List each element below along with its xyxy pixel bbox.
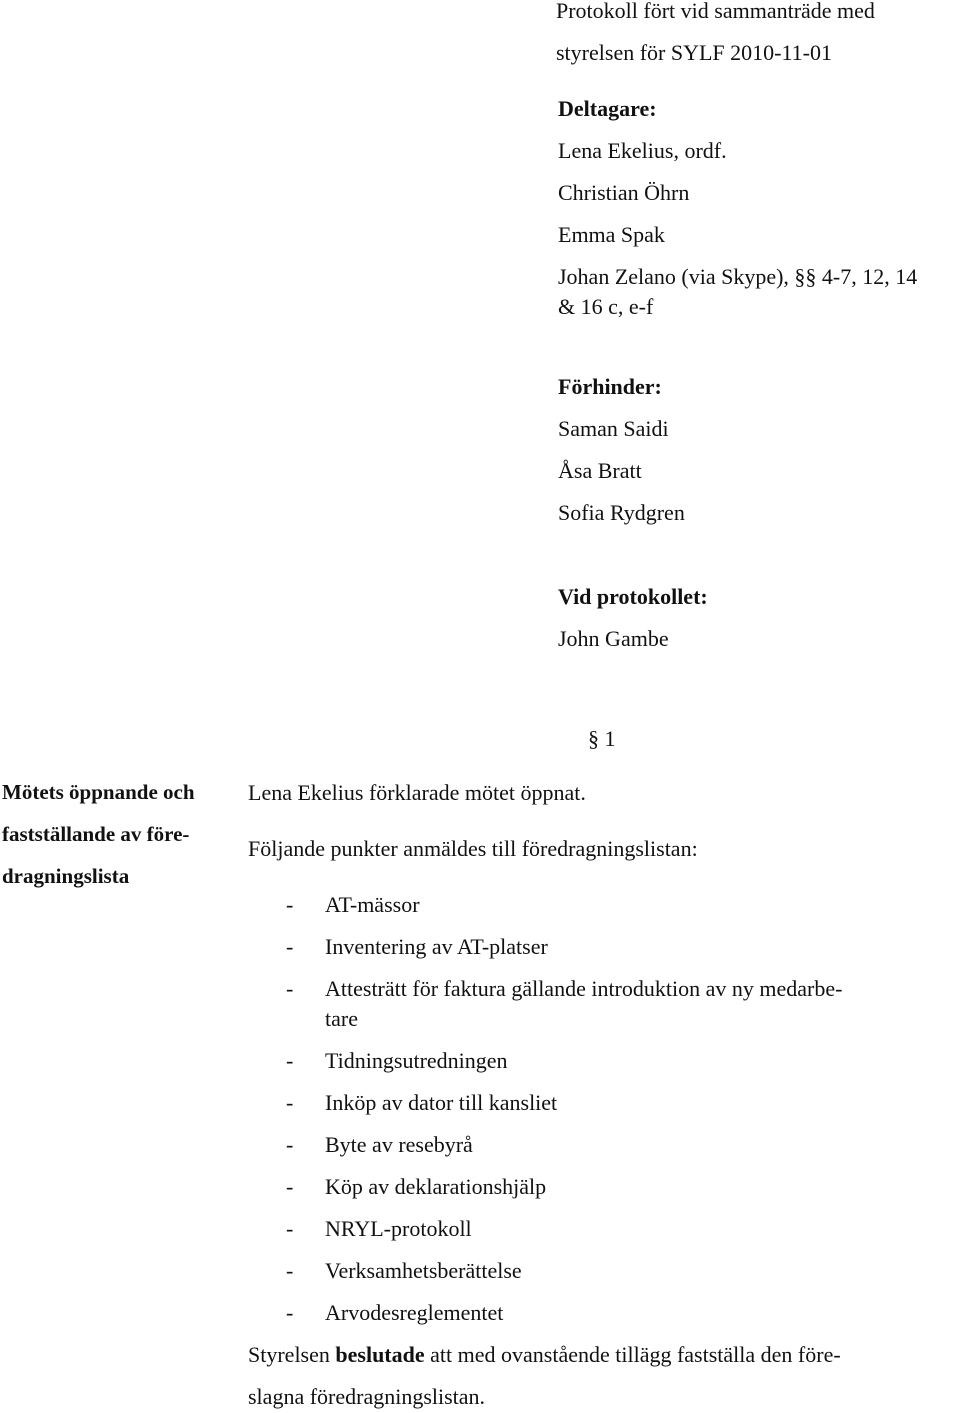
document-title-line-2: styrelsen för SYLF 2010-11-01 xyxy=(556,40,832,65)
participant-name: Christian Öhrn xyxy=(558,180,690,205)
participant-name-continued: & 16 c, e-f xyxy=(558,294,654,319)
decision-line-2: slagna föredragningslistan. xyxy=(248,1384,486,1409)
secretary-heading: Vid protokollet: xyxy=(558,584,708,609)
bullet-dash: - xyxy=(286,1090,294,1115)
secretary-name: John Gambe xyxy=(558,626,669,651)
participant-name: Johan Zelano (via Skype), §§ 4-7, 12, 14 xyxy=(558,264,918,289)
bullet-dash: - xyxy=(286,1174,294,1199)
bullet-dash: - xyxy=(286,1258,294,1283)
agenda-item: Tidningsutredningen xyxy=(325,1048,508,1073)
bullet-dash: - xyxy=(286,1300,294,1325)
agenda-item: Verksamhetsberättelse xyxy=(325,1258,522,1283)
section-label-line: dragningslista xyxy=(2,864,130,888)
section-label-line: Mötets öppnande och xyxy=(2,780,195,804)
absent-name: Sofia Rydgren xyxy=(558,500,685,525)
agenda-item: Byte av resebyrå xyxy=(325,1132,473,1157)
agenda-item: Inköp av dator till kansliet xyxy=(325,1090,558,1115)
absent-name: Saman Saidi xyxy=(558,416,669,441)
absent-heading: Förhinder: xyxy=(558,374,662,399)
bullet-dash: - xyxy=(286,1048,294,1073)
agenda-item: Köp av deklarationshjälp xyxy=(325,1174,547,1199)
section-label-line: fastställande av före- xyxy=(2,822,190,846)
bullet-dash: - xyxy=(286,1132,294,1157)
decision-verb: beslutade xyxy=(335,1342,425,1367)
bullet-dash: - xyxy=(286,976,294,1001)
agenda-item: Arvodesreglementet xyxy=(325,1300,504,1325)
agenda-item: NRYL-protokoll xyxy=(325,1216,472,1241)
decision-suffix: att med ovanstående tillägg fastställa den före- xyxy=(424,1342,841,1367)
participant-name: Emma Spak xyxy=(558,222,665,247)
decision-line-1 xyxy=(248,1342,841,1368)
section-number: § 1 xyxy=(588,726,616,751)
agenda-item: Attesträtt för faktura gällande introduktion av ny medarbe- xyxy=(325,976,843,1001)
bullet-dash: - xyxy=(286,934,294,959)
agenda-intro: Följande punkter anmäldes till föredragningslistan: xyxy=(248,836,698,861)
opening-statement: Lena Ekelius förklarade mötet öppnat. xyxy=(248,780,586,805)
decision-prefix: Styrelsen xyxy=(248,1342,336,1367)
absent-name: Åsa Bratt xyxy=(558,458,642,483)
document-title-line-1: Protokoll fört vid sammanträde med xyxy=(556,0,875,23)
agenda-item: AT-mässor xyxy=(325,892,420,917)
participants-heading: Deltagare: xyxy=(558,96,657,121)
agenda-item: Inventering av AT-platser xyxy=(325,934,548,959)
participant-name: Lena Ekelius, ordf. xyxy=(558,138,727,163)
agenda-item-continued: tare xyxy=(325,1006,358,1031)
bullet-dash: - xyxy=(286,892,294,917)
bullet-dash: - xyxy=(286,1216,294,1241)
